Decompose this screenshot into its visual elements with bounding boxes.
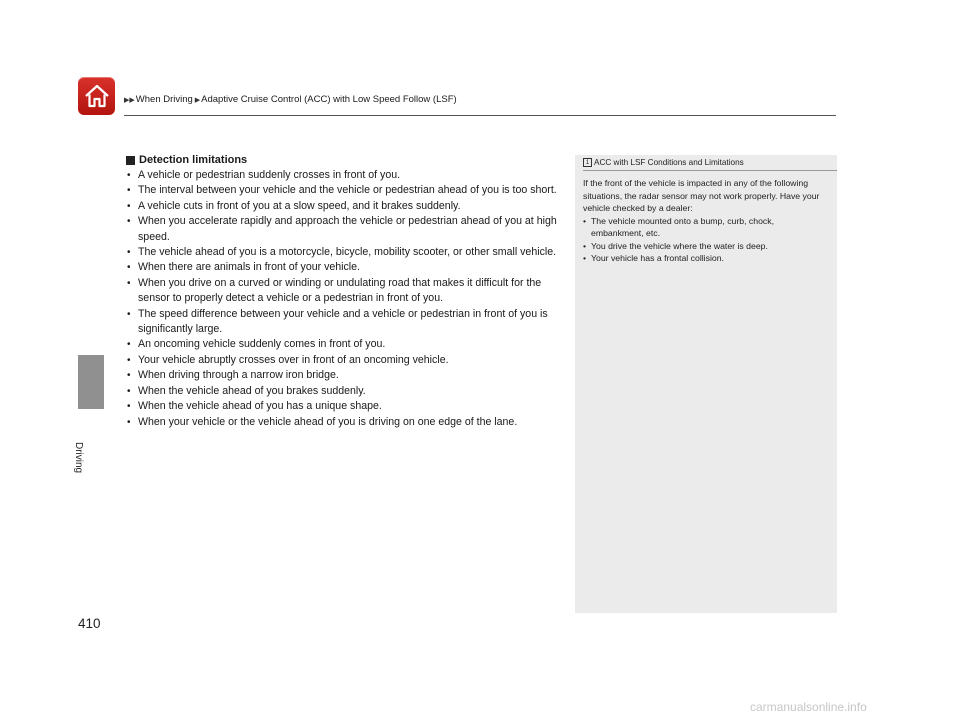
bullet-icon: • bbox=[127, 277, 131, 289]
list-item: • The vehicle mounted onto a bump, curb, chock, embankment, etc. bbox=[583, 215, 775, 238]
home-button[interactable] bbox=[78, 77, 115, 115]
bullet-icon: • bbox=[583, 240, 587, 251]
bullet-icon: • bbox=[127, 170, 131, 181]
breadcrumb-link[interactable]: Adaptive Cruise Control (ACC) with Low Speed Follow (LSF) bbox=[201, 94, 457, 105]
list-item: • When you drive on a curved or winding or undulating road that makes it difficult for the sensor to properly detect a vehicle or a pedestrian in front of you. bbox=[127, 276, 542, 305]
sidebar-list bbox=[583, 215, 823, 265]
section-tab[interactable] bbox=[78, 355, 104, 409]
section-label: Driving bbox=[73, 442, 84, 474]
bullet-icon: • bbox=[127, 262, 131, 274]
list-item: • The vehicle ahead of you is a motorcycle, bicycle, mobility scooter, or other small vehicle. bbox=[124, 245, 564, 260]
sidebar-intro: If the front of the vehicle is impacted in any of the following situations, the radar sensor may not work properly. Have your vehicle checked by a dealer: bbox=[583, 178, 820, 213]
breadcrumb-arrow-icon: ▶ bbox=[192, 97, 201, 104]
heading-text: Detection limitations bbox=[139, 154, 248, 166]
bullet-icon: • bbox=[127, 185, 131, 197]
bullet-icon: • bbox=[127, 247, 131, 259]
list-item: • You drive the vehicle where the water is deep. bbox=[583, 240, 768, 251]
list-item: • When driving through a narrow iron bridge. bbox=[124, 368, 564, 383]
list-item: • When the vehicle ahead of you brakes suddenly. bbox=[124, 384, 564, 399]
bullet-icon: • bbox=[127, 216, 131, 228]
bullet-icon: • bbox=[127, 339, 131, 351]
breadcrumb-link[interactable]: When Driving bbox=[135, 94, 193, 105]
header-divider bbox=[124, 115, 836, 116]
bullet-icon: • bbox=[127, 401, 131, 413]
breadcrumb-arrow-icon: ▶▶ bbox=[124, 97, 135, 104]
page-number: 410 bbox=[78, 616, 101, 631]
section-heading bbox=[126, 154, 564, 166]
limitation-list bbox=[124, 168, 564, 430]
home-icon bbox=[84, 84, 110, 108]
list-item: • When the vehicle ahead of you has a unique shape. bbox=[124, 399, 564, 414]
bullet-icon: • bbox=[127, 385, 131, 397]
bullet-icon: • bbox=[127, 370, 131, 382]
bullet-icon: • bbox=[127, 308, 131, 320]
sidebar-body bbox=[583, 177, 823, 265]
bullet-icon: • bbox=[583, 215, 587, 226]
bullet-icon: • bbox=[583, 253, 587, 263]
bullet-icon: • bbox=[127, 416, 131, 428]
list-item: • When your vehicle or the vehicle ahead of you is driving on one edge of the lane. bbox=[124, 415, 564, 430]
list-item: • An oncoming vehicle suddenly comes in front of you. bbox=[124, 337, 564, 352]
list-item: • A vehicle cuts in front of you at a slow speed, and it brakes suddenly. bbox=[124, 199, 564, 214]
bullet-icon: • bbox=[127, 200, 131, 212]
list-item: • When there are animals in front of your vehicle. bbox=[124, 260, 564, 275]
list-item: • Your vehicle has a frontal collision. bbox=[583, 253, 724, 263]
heading-square-icon bbox=[126, 156, 135, 165]
bullet-icon: • bbox=[127, 354, 131, 366]
reference-icon: 1 bbox=[583, 158, 592, 167]
main-content bbox=[124, 154, 564, 430]
list-item: • The interval between your vehicle and the vehicle or pedestrian ahead of you is too short. bbox=[124, 183, 564, 198]
sidebar-title[interactable]: 1 ACC with LSF Conditions and Limitations bbox=[583, 158, 837, 171]
watermark: carmanualsonline.info bbox=[750, 700, 867, 714]
breadcrumb bbox=[124, 94, 457, 105]
list-item: • Your vehicle abruptly crosses over in front of an oncoming vehicle. bbox=[124, 353, 564, 368]
list-item: • When you accelerate rapidly and approach the vehicle or pedestrian ahead of you at high speed. bbox=[127, 215, 557, 243]
list-item: • A vehicle or pedestrian suddenly crosses in front of you. bbox=[124, 168, 564, 183]
list-item: • The speed difference between your vehicle and a vehicle or pedestrian in front of you is significantly large. bbox=[127, 307, 548, 336]
sidebar-note bbox=[575, 155, 837, 613]
